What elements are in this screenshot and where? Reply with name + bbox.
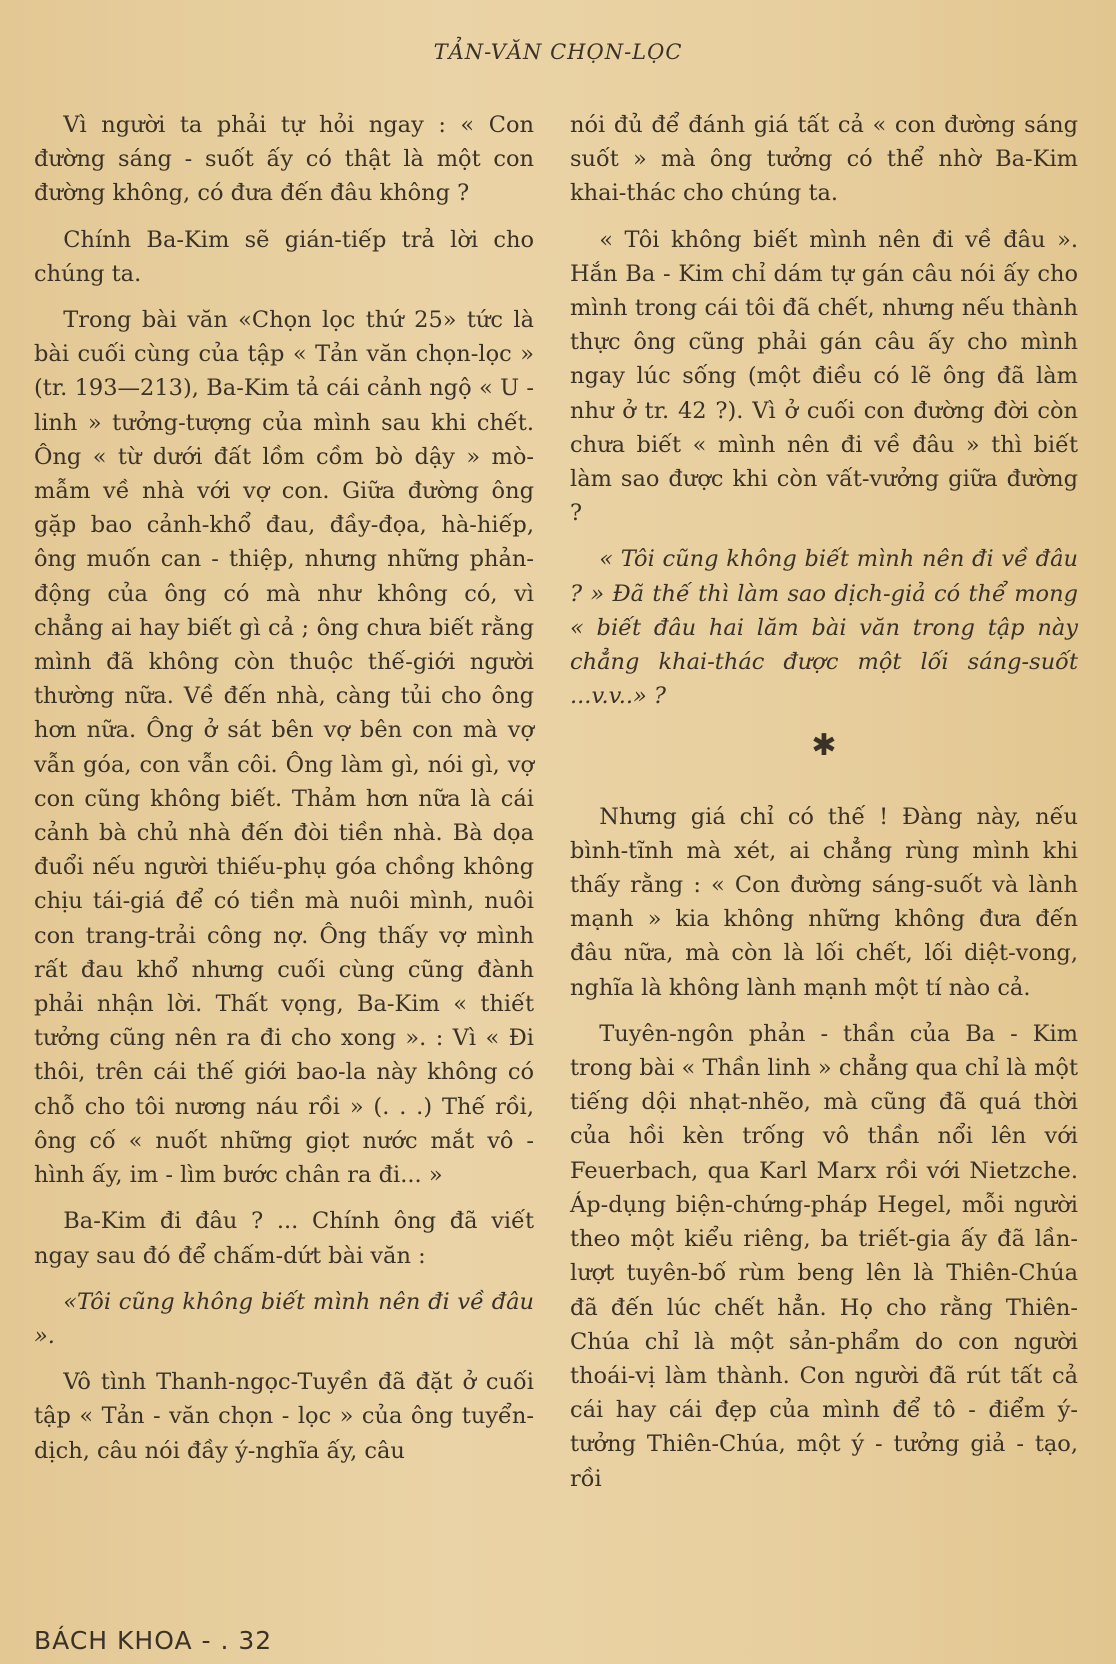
right-column [570, 108, 1078, 1508]
paragraph: Vì người ta phải tự hỏi ngay : « Con đường sáng - suốt ấy có thật là một con đường không, có đưa đến đâu không ? [34, 112, 534, 207]
paragraph: « Tôi không biết mình nên đi về đâu ». Hắn Ba - Kim chỉ dám tự gán câu nói ấy cho mình trong cái tôi đã chết, nhưng nếu thành thực ông cũng phải gán câu ấy cho mình ngay lúc sống (một điều có lẽ ông đã làm như ở tr. 42 ?). Vì ở cuối con đường đời còn chưa biết « mình nên đi về đâu » thì biết làm sao được khi còn vất-vưởng giữa đường ? [570, 226, 1078, 527]
paragraph: Tuyên-ngôn phản - thần của Ba - Kim trong bài « Thần linh » chẳng qua chỉ là một tiếng dội nhạt-nhẽo, mà cũng đã quá thời của hồi kèn trống vô thần nổi lên với Feuerbach, qua Karl Marx rồi với Nietzche. Áp-dụng biện-chứng-pháp Hegel, mỗi người theo một kiểu riêng, ba triết-gia ấy đã lần-lượt tuyên-bố rùm beng lên là Thiên-Chúa đã đến lúc chết hẳn. Họ cho rằng Thiên-Chúa chỉ là một sản-phẩm do con người thoái-vị làm thành. Con người đã rút tất cả cái hay cái đẹp của mình để tô - điểm ý-tưởng Thiên-Chúa, một ý - tưởng giả - tạo, rồi [570, 1020, 1078, 1492]
paragraph: Nhưng giá chỉ có thế ! Đàng này, nếu bình-tĩnh mà xét, ai chẳng rùng mình khi thấy rằng : « Con đường sáng-suốt và lành mạnh » kia không những không đưa đến đâu nữa, mà còn là lối chết, lối diệt-vong, nghĩa là không lành mạnh một tí nào cả. [570, 803, 1078, 1001]
quote-paragraph: «Tôi cũng không biết mình nên đi về đâu ». [34, 1288, 534, 1349]
paragraph: Chính Ba-Kim sẽ gián-tiếp trả lời cho chúng ta. [34, 226, 534, 287]
paragraph: Ba-Kim đi đâu ? ... Chính ông đã viết ngay sau đó để chấm-dứt bài văn : [34, 1208, 534, 1269]
page-footer: BÁCH KHOA - . 32 [34, 1626, 273, 1655]
quote-paragraph: « Tôi cũng không biết mình nên đi về đâu ? » Đã thế thì làm sao dịch-giả có thể mong « biết đâu hai lăm bài văn trong tập này chẳng khai-thác được một lối sáng-suốt ...v.v..» ? [570, 546, 1078, 710]
paragraph: Trong bài văn «Chọn lọc thứ 25» tức là bài cuối cùng của tập « Tản văn chọn-lọc » (tr. 193—213), Ba-Kim tả cái cảnh ngộ « U - linh » tưởng-tượng của mình sau khi chết. Ông « từ dưới đất lồm cồm bò dậy » mò-mẫm về nhà với vợ con. Giữa đường ông gặp bao cảnh-khổ đau, đầy-đọa, hà-hiếp, ông muốn can - thiệp, nhưng những phản-động của ông có mà như không có, vì chẳng ai hay biết gì cả ; ông chưa biết rằng mình đã không còn thuộc thế-giới người thường nữa. Về đến nhà, càng tủi cho ông hơn nữa. Ông ở sát bên vợ bên con mà vợ vẫn góa, con vẫn côi. Ông làm gì, nói gì, vợ con cũng không biết. Thảm hơn nữa là cái cảnh bà chủ nhà đến đòi tiền nhà. Bà dọa đuổi nếu người thiếu-phụ góa chồng không chịu tái-giá để có tiền mà nuôi mình, nuôi con trang-trải công nợ. Ông thấy vợ mình rất đau khổ nhưng cuối cùng cũng đành phải nhận lời. Thất vọng, Ba-Kim « thiết tưởng cũng nên ra đi cho xong ». : Vì « Đi thôi, trên cái thế giới bao-la này không có chỗ cho tôi nương náu rồi » (. . .) Thế rồi, ông cố « nuốt những giọt nước mắt vô - hình ấy, im - lìm bước chân ra đi... » [34, 307, 534, 1189]
paragraph: nói đủ để đánh giá tất cả « con đường sáng suốt » mà ông tưởng có thể nhờ Ba-Kim khai-thác cho chúng ta. [570, 112, 1078, 207]
paragraph: Vô tình Thanh-ngọc-Tuyền đã đặt ở cuối tập « Tản - văn chọn - lọc » của ông tuyển-dịch, câu nói đầy ý-nghĩa ấy, câu [34, 1369, 534, 1464]
left-column [34, 108, 534, 1480]
section-ornament-icon: ✱ [811, 728, 837, 764]
running-head: TẢN-VĂN CHỌN-LỌC [433, 40, 683, 64]
